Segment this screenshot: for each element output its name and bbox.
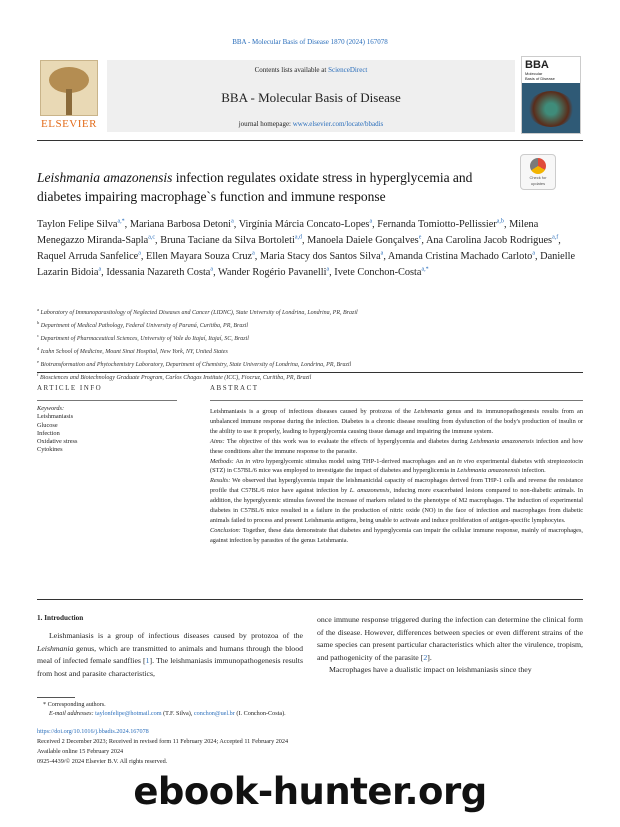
email-link[interactable]: taylonfelipe@hotmail.com	[95, 710, 162, 718]
author-affiliation-marker[interactable]: a	[326, 266, 330, 273]
author-affiliation-marker[interactable]: a	[252, 250, 255, 257]
author-affiliation-marker[interactable]: a	[532, 250, 536, 257]
affiliation-item: $^e$ Biotransformation and Phytochemistry Laboratory, Department of Chemistry, State University of Londrina, Londrina, PR, Brazil	[37, 359, 352, 369]
doi-link[interactable]: https://doi.org/10.1016/j.bbadis.2024.167078	[37, 728, 149, 735]
author-affiliation-marker[interactable]: a	[369, 218, 373, 225]
affiliation-item: $^b$ Department of Medical Pathology, Federal University of Paraná, Curitiba, PR, Brazil	[37, 320, 249, 330]
keyword-item[interactable]: Leishmaniasis	[37, 413, 74, 421]
corresponding-author-footnote: * Corresponding authors. E-mail addresses: taylonfelipe@hotmail.com (T.F. Silva), conchon@uel.br (I. Conchon-Costa).	[43, 701, 286, 718]
elsevier-logo[interactable]	[37, 60, 101, 134]
affiliation-item: $^a$ Laboratory of Immunoparasitology of Neglected Diseases and Cancer (LIDNC), State University of Londrina, Londrina, PR, Brazil	[37, 307, 358, 316]
keywords-label: Keywords:	[37, 405, 65, 412]
elsevier-tree-icon	[40, 60, 98, 116]
affiliation-item: $^d$ Icahn School of Medicine, Mount Sinai Hospital, New York, NY, United States	[37, 346, 228, 356]
author-name[interactable]: Amanda Cristina Machado Carloto	[387, 251, 533, 263]
article-info-heading: ARTICLE INFO	[37, 384, 103, 392]
author-affiliation-marker[interactable]: a,c	[148, 234, 156, 241]
introduction-heading: 1. Introduction	[37, 614, 84, 622]
author-name[interactable]: Raquel Arruda Sanfelice	[37, 251, 139, 263]
author-affiliation-marker[interactable]: a,*	[117, 218, 125, 225]
author-affiliation-marker[interactable]: a,*	[421, 266, 429, 273]
intro-paragraph: once immune response triggered during the infection can determine the clinical form of the disease. However, differences between species or even different strains of the same species can present particular characteristics which alter the virulence, tropism, and pathogenicity of the parasite [2].	[317, 615, 583, 662]
affiliation-divider	[37, 372, 583, 373]
cover-title: BBA	[525, 59, 549, 71]
author-name[interactable]: Bruna Taciane da Silva Bortoleti	[160, 235, 295, 247]
author-name[interactable]: Taylon Felipe Silva	[37, 219, 118, 230]
journal-homepage-link[interactable]: www.elsevier.com/locate/bbadis	[292, 120, 384, 128]
abstract-aims: Aims: The objective of this work was to evaluate the effects of hyperglycemia and diabetes during Leishmania amazonensis infection and how these conditions alter the immune response to the parasite.	[210, 437, 583, 455]
author-name[interactable]: Ivete Conchon-Costa	[334, 267, 422, 279]
check-updates-label-2: updates	[530, 181, 546, 186]
homepage-line: journal homepage: www.elsevier.com/locate/bbadis	[238, 120, 384, 128]
email-link[interactable]: conchon@uel.br	[193, 710, 235, 718]
reference-link[interactable]: 2	[423, 652, 428, 662]
abstract-heading: ABSTRACT	[210, 384, 259, 392]
author-list: Taylon Felipe Silva$^{a,*}$, Mariana Barbosa Detoni$^a$, Virgínia Márcia Concato-Lopes$^a$, Fernanda Tomiotto-Pellissier$^{a,b}$, Milena Menegazzo Miranda-Sapla$^{a,c}$, Bruna Taciane da Silva Bortoleti$^{a,d}$, Manoela Daiele Gonçalves$^e$, Ana Carolina Jacob Rodrigues$^{a,f}$, Raquel Arruda Sanfelice$^a$, Ellen Mayara Souza Cruz$^a$, Maria Stacy dos Santos Silva$^a$, Amanda Cristina Machado Carloto$^a$, Danielle Lazarin Bidoia$^a$, Idessania Nazareth Costa$^a$, Wander Rogério Pavanelli$^a$, Ivete Conchon-Costa$^{a,*}$	[37, 218, 576, 279]
affiliation-item: $^f$ Biosciences and Biotechnology Graduate Program, Carlos Chagas Institute (ICC), Fiocruz, Curitiba, PR, Brazil	[37, 372, 312, 382]
sciencedirect-link[interactable]: ScienceDirect	[328, 66, 368, 74]
journal-name: BBA - Molecular Basis of Disease	[221, 90, 401, 105]
author-name[interactable]: Fernanda Tomiotto-Pellissier	[377, 219, 497, 230]
author-name[interactable]: Ellen Mayara Souza Cruz	[146, 251, 253, 263]
keyword-item[interactable]: Cytokines	[37, 446, 63, 454]
received-dates: Received 2 December 2023; Received in revised form 11 February 2024; Accepted 11 February 2024	[37, 737, 289, 745]
author-name[interactable]: Ana Carolina Jacob Rodrigues	[425, 235, 553, 247]
author-affiliation-marker[interactable]: e	[418, 234, 422, 241]
contents-line: Contents lists available at ScienceDirect	[254, 66, 368, 74]
author-affiliation-marker[interactable]: a	[231, 218, 234, 225]
footnote-divider	[37, 697, 75, 698]
copyright-line: 0925-4439/© 2024 Elsevier B.V. All rights reserved.	[37, 757, 168, 765]
check-for-updates-button[interactable]	[520, 154, 556, 190]
check-updates-icon	[530, 158, 546, 174]
abstract-conclusion: Conclusion: Together, these data demonstrate that diabetes and hyperglycemia can impair the cellular immune response, mainly of macrophages, against infection by parasites of the genus Leishmania.	[210, 526, 583, 544]
abstract-results: Results: We observed that hyperglycemia impair the leishmanicidal capacity of macrophages derived from THP-1 cells and reverse the resistance profile that C57BL/6 mice have against infection by L. amazonensis, inducing more exacerbated lesions compared to non-diabetic animals. In addition, the hyperglycemic stimulus favored the increase of markers related to the phenotype of M2 macrophages. The induction of experimental diabetes in C57BL/6 mice resulted in a failure in the production of nitric oxide (NO) in the face of infection and macrophages from diabetic animals failed to process and present Leishmania antigens, being unable to activate and induce proliferation of antigen-specific lymphocytes.	[210, 477, 583, 524]
author-affiliation-marker[interactable]: a,f	[552, 234, 559, 241]
cover-subtitle-1: Molecular	[525, 71, 543, 76]
keyword-item[interactable]: Infection	[37, 429, 60, 437]
author-name[interactable]: Wander Rogério Pavanelli	[218, 267, 327, 279]
author-affiliation-marker[interactable]: a	[210, 266, 214, 273]
publication-info	[37, 727, 583, 767]
author-affiliation-marker[interactable]: a	[380, 250, 384, 257]
article-title: Leishmania amazonensis infection regulates oxidate stress in hyperglycemia and diabetes impairing macrophage`s function and immune response	[37, 170, 473, 204]
author-name[interactable]: Maria Stacy dos Santos Silva	[259, 251, 381, 263]
author-affiliation-marker[interactable]: a,d	[294, 234, 303, 241]
check-updates-label-1: Check for	[529, 175, 547, 180]
keyword-item[interactable]: Glucose	[37, 421, 58, 429]
abstract-methods: Methods: An in vitro hyperglycemic stimulus model using THP-1-derived macrophages and an in vivo experimental diabetes with streptozotocin (STZ) in C57BL/6 mice was employed to investigate the impact of diabetes and hyperglicemia in Leishmania amazonensis infection.	[210, 457, 583, 475]
online-date: Available online 15 February 2024	[37, 747, 124, 755]
cover-subtitle-2: Basis of Disease	[525, 76, 555, 81]
abstract-body	[210, 407, 583, 546]
intro-left-column	[37, 630, 303, 680]
intro-paragraph: Macrophages have a dualistic impact on leishmaniasis since they	[329, 665, 532, 674]
journal-banner	[37, 54, 583, 136]
author-name[interactable]: Idessania Nazareth Costa	[106, 267, 211, 279]
author-name[interactable]: Mariana Barbosa Detoni	[129, 219, 232, 230]
article-info-rule	[37, 400, 177, 401]
banner-center	[107, 60, 515, 132]
reference-link[interactable]: 1	[145, 656, 150, 665]
intro-paragraph: Leishmaniasis is a group of infectious diseases caused by protozoa of the Leishmania genus, which are transmitted to animals and humans through the blood meal of infected female sandflies [1]. The leishmaniasis immunopathogenesis results from host and parasite characteristics,	[37, 631, 303, 678]
keyword-item[interactable]: Oxidative stress	[37, 438, 78, 446]
cover-art	[528, 91, 574, 127]
header-divider	[37, 140, 583, 141]
author-name[interactable]: Manoela Daiele Gonçalves	[307, 235, 419, 247]
elsevier-wordmark: ELSEVIER	[41, 118, 97, 130]
intro-right-column	[317, 614, 583, 677]
keywords-block	[37, 405, 187, 455]
abstract-background: Leishmaniasis is a group of infectious diseases caused by protozoa of the Leishmania genus and its immunopathogenesis results from an unbalanced immune response during the infection. Diabetes is a chronic disease resulting from dysfunction of the body's production of insulin or the ability to use it properly, leading to hyperglycemia causing tissue damage and impairing the immune system.	[210, 408, 583, 435]
author-name[interactable]: Danielle Lazarin Bidoia	[37, 251, 576, 279]
journal-citation-line[interactable]: BBA - Molecular Basis of Disease 1870 (2024) 167078	[232, 38, 388, 46]
author-name[interactable]: Virgínia Márcia Concato-Lopes	[238, 219, 370, 230]
watermark-text: ebook-hunter.org	[133, 770, 487, 813]
author-affiliation-marker[interactable]: a	[98, 266, 102, 273]
author-affiliation-marker[interactable]: a,b	[496, 218, 504, 225]
abstract-bottom-divider	[37, 599, 583, 600]
affiliation-item: $^c$ Department of Pharmaceutical Sciences, University of Vale do Itajaí, Itajaí, SC, Brazil	[37, 333, 249, 343]
journal-cover-image[interactable]	[521, 56, 581, 134]
author-affiliation-marker[interactable]: a	[138, 250, 141, 257]
author-name[interactable]: Milena Menegazzo Miranda-Sapla	[37, 219, 539, 247]
abstract-rule	[210, 400, 583, 401]
